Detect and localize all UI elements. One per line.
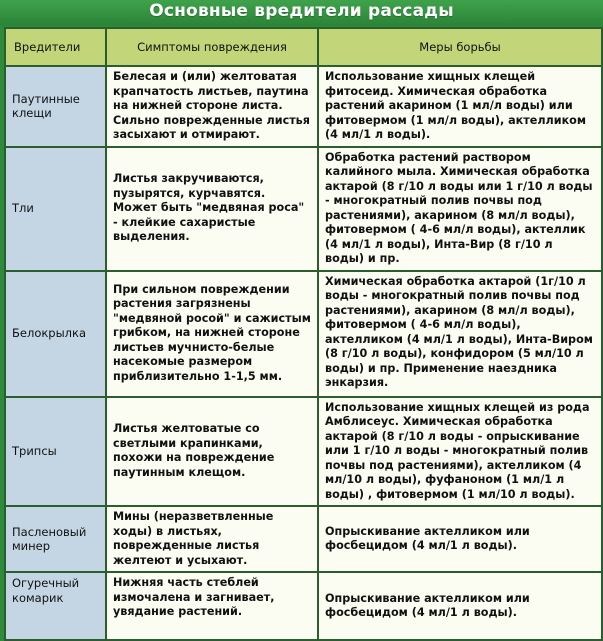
pest-measures: Опрыскивание актелликом или фосбецидом (4 мл/1 л воды). <box>318 572 602 640</box>
header-pests: Вредители <box>5 28 106 66</box>
pest-symptoms: Листья закручиваются, пузырятся, курчавятся. Может быть "медвяная роса" - клейкие сахаристые выделения. <box>106 147 318 271</box>
table-row <box>5 506 602 572</box>
table-row <box>5 271 602 397</box>
pest-name: Тли <box>5 147 106 271</box>
pest-name: Паутинные клещи <box>5 66 106 147</box>
pest-name: Белокрылка <box>5 271 106 397</box>
table-row <box>5 572 602 640</box>
table-row <box>5 397 602 507</box>
pests-table-container <box>4 27 601 619</box>
pest-name: Пасленовый минер <box>5 506 106 572</box>
table-header-row <box>5 28 602 66</box>
header-measures: Меры борьбы <box>318 28 602 66</box>
pest-measures: Использование хищных клещей из рода Амблисеус. Химическая обработка актарой (8 г/10 л воды - опрыскивание или 1 г/10 л воды - многократный полив почвы под растениями), актелликом (4 мл/10 л воды), фуфаноном (1 мл/1 л воды) , фитовермом (1 мл/10 л воды). <box>318 397 602 507</box>
pest-measures: Химическая обработка актарой (1г/10 л воды - многократный полив почвы под растениями), акарином (8 мл/л воды), фитовермом ( 4-6 мл/л воды), актелликом (4 мл/1 л воды), Инта-Виром (8 г/10 л воды), конфидором (5 мл/10 л воды) и пр. Применение наездника энкарзия. <box>318 271 602 397</box>
header-symptoms: Симптомы повреждения <box>106 28 318 66</box>
pest-measures: Опрыскивание актелликом или фосбецидом (4 мл/1 л воды). <box>318 506 602 572</box>
pest-symptoms: Мины (неразветвленные ходы) в листьях, поврежденные листья желтеют и усыхают. <box>106 506 318 572</box>
pest-measures: Обработка растений раствором калийного мыла. Химическая обработка актарой (8 г/10 л воды или 1 г/10 л воды - многократный полив почвы под растениями), акарином (8 мл/л воды), фитовермом ( 4-6 мл/л воды), актеллик (4 мл/1 л воды), Инта-Вир (8 г/10 л воды) и пр. <box>318 147 602 271</box>
pest-symptoms: Листья желтоватые со светлыми крапинками, похожи на повреждение паутинным клещом. <box>106 397 318 507</box>
pest-symptoms: Нижняя часть стеблей измочалена и загнивает, увядание растений. <box>106 572 318 640</box>
pest-measures: Использование хищных клещей фитосеид. Химическая обработка растений акарином (1 мл/л воды) или фитовермом (1 мл/л воды), актелликом (4 мл/1 л воды). <box>318 66 602 147</box>
table-row <box>5 147 602 271</box>
page-title: Основные вредители рассады <box>149 1 454 21</box>
pests-table <box>4 27 603 641</box>
pest-symptoms: Белесая и (или) желтоватая крапчатость листьев, паутина на нижней стороне листа. Сильно поврежденные листья засыхают и отмирают. <box>106 66 318 147</box>
table-row <box>5 66 602 147</box>
pest-symptoms: При сильном повреждении растения загрязнены "медвяной росой" и сажистым грибком, на нижней стороне листьев мучнисто-белые насекомые размером приблизительно 1-1,5 мм. <box>106 271 318 397</box>
pest-name: Трипсы <box>5 397 106 507</box>
pest-name: Огуречный комарик <box>5 572 106 640</box>
